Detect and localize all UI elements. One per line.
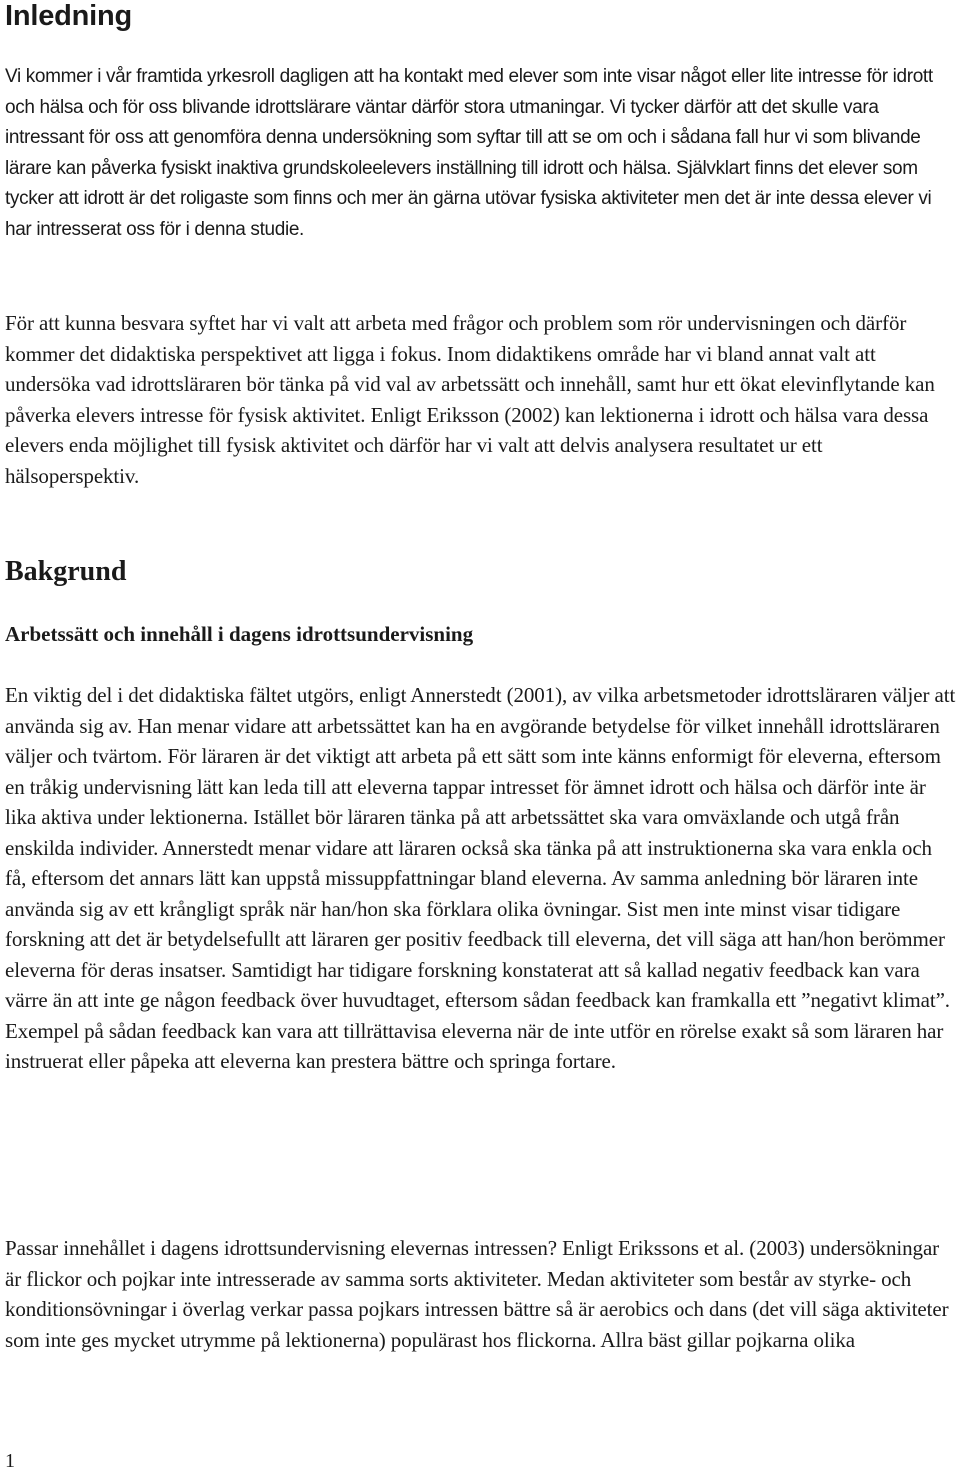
section-heading-inledning: Inledning xyxy=(5,0,133,32)
page-number: 1 xyxy=(5,1450,15,1472)
inledning-paragraph-1: Vi kommer i vår framtida yrkesroll dagligen att ha kontakt med elever som inte visar något eller lite intresse för idrott och hälsa och för oss blivande idrottslärare väntar därför stora utmaningar. Vi tycker därför att det skulle vara intressant för oss att genomföra denna undersökning som syftar till att se om och i sådana fall hur vi som blivande lärare kan påverka fysiskt inaktiva grundskoleelevers inställning till idrott och hälsa. Självklart finns det elever som tycker att idrott är det roligaste som finns och mer än gärna utövar fysiska aktiviteter men det är inte dessa elever vi har intresserat oss för i denna studie. xyxy=(5,66,933,240)
subheading-arbetssatt: Arbetssätt och innehåll i dagens idrottsundervisning xyxy=(5,622,474,646)
bakgrund-paragraph-2: Passar innehållet i dagens idrottsundervisning elevernas intressen? Enligt Erikssons et al. (2003) undersökningar är flickor och pojkar inte intresserade av samma sorts aktiviteter. Medan aktiviteter som består av styrke- och konditionsövningar i överlag verkar passa pojkars intressen bättre så är aerobics och dans (det vill säga aktiviteter som inte ges mycket utrymme på lektionerna) populärast hos flickorna. Allra bäst gillar pojkarna olika xyxy=(5,1236,949,1352)
inledning-paragraph-2: För att kunna besvara syftet har vi valt att arbeta med frågor och problem som rör undervisningen och därför kommer det didaktiska perspektivet att ligga i fokus. Inom didaktikens område har vi bland annat valt att undersöka vad idrottsläraren bör tänka på vid val av arbetssätt och innehåll, samt hur ett ökat elevinflytande kan påverka elevers intresse för fysisk aktivitet. Enligt Eriksson (2002) kan lektionerna i idrott och hälsa vara dessa elevers enda möjlighet till fysisk aktivitet och därför har vi valt att delvis analysera resultatet ur ett hälsoperspektiv. xyxy=(5,311,935,488)
bakgrund-paragraph-1: En viktig del i det didaktiska fältet utgörs, enligt Annerstedt (2001), av vilka arbetsmetoder idrottsläraren väljer att använda sig av. Han menar vidare att arbetssättet kan ha en avgörande betydelse för vilket innehåll idrottsläraren väljer och tvärtom. För läraren är det viktigt att arbeta på ett sätt som inte känns enformigt för eleverna, eftersom en tråkig undervisning lätt kan leda till att eleverna tappar intresset för ämnet idrott och hälsa och därför inte är lika aktiva under lektionerna. Istället bör läraren tänka på att arbetssättet ska vara omväxlande och utgå från enskilda individer. Annerstedt menar vidare att läraren också ska tänka på att instruktionerna ska vara enkla och få, eftersom det annars lätt kan uppstå missuppfattningar bland eleverna. Av samma anledning bör läraren inte använda sig av ett krångligt språk när han/hon ska förklara olika övningar. Sist men inte minst visar tidigare forskning att det är betydelsefullt att läraren ger positiv feedback till eleverna, det vill säga att han/hon berömmer eleverna för deras insatser. Samtidigt har tidigare forskning konstaterat att så kallad negativ feedback kan vara värre än att inte ge någon feedback över huvudtaget, eftersom sådan feedback kan framkalla ett ”negativt klimat”. Exempel på sådan feedback kan vara att tillrättavisa eleverna när de inte utför en rörelse exakt så som läraren har instruerat eller påpeka att eleverna kan prestera bättre och springa fortare. xyxy=(5,683,956,1073)
section-heading-bakgrund: Bakgrund xyxy=(5,556,127,587)
